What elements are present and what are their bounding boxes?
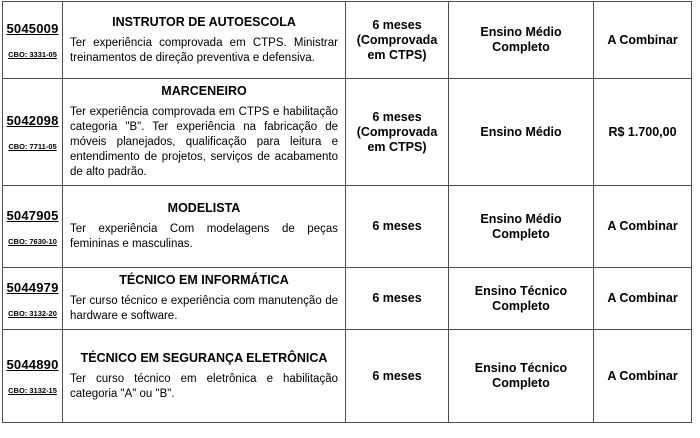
experience-cell: 6 meses (Comprovada em CTPS) <box>346 79 449 186</box>
job-code: 5044890 <box>6 357 59 372</box>
job-code: 5047905 <box>6 207 59 223</box>
salary-cell: A Combinar <box>594 268 692 330</box>
job-title: MARCENEIRO <box>161 84 247 98</box>
salary-cell: R$ 1.700,00 <box>594 79 692 186</box>
job-cbo: CBO: 3132-20 <box>8 308 57 318</box>
job-listings-table <box>2 1 692 423</box>
job-description-cell <box>63 186 346 268</box>
job-code: 5044979 <box>6 279 59 295</box>
job-code: 5045009 <box>6 21 59 36</box>
education-cell: Ensino Médio Completo <box>449 186 594 268</box>
salary-cell: A Combinar <box>594 2 692 79</box>
job-code-cell <box>3 186 63 268</box>
education-cell: Ensino Técnico Completo <box>449 268 594 330</box>
job-description: Ter curso técnico em eletrônica e habilitação categoria "A" ou "B". <box>70 372 338 400</box>
experience-cell: 6 meses <box>346 330 449 423</box>
job-description: Ter curso técnico e experiência com manutenção de hardware e software. <box>70 295 338 322</box>
job-description: Ter experiência comprovada em CTPS e habilitação categoria "B". Ter experiência na fabricação de móveis planejados, qualificação para leitura e entendimento de projetos, serviços de acabamento de alto padrão. <box>70 106 338 178</box>
table-row <box>3 330 692 423</box>
experience-cell: 6 meses <box>346 186 449 268</box>
education-cell: Ensino Médio <box>449 79 594 186</box>
table-row <box>3 79 692 186</box>
job-description-cell <box>63 330 346 423</box>
job-cbo: CBO: 7711-05 <box>8 142 57 151</box>
education-cell: Ensino Médio Completo <box>449 2 594 79</box>
job-cbo: CBO: 3132-15 <box>8 386 57 395</box>
job-description-cell <box>63 79 346 186</box>
job-code: 5042098 <box>6 113 59 128</box>
experience-cell: 6 meses <box>346 268 449 330</box>
table-row <box>3 186 692 268</box>
job-description: Ter experiência Com modelagens de peças femininas e masculinas. <box>70 223 338 250</box>
job-title: TÉCNICO EM SEGURANÇA ELETRÔNICA <box>80 350 328 365</box>
job-cbo: CBO: 7630-10 <box>8 236 57 246</box>
job-code-cell <box>3 268 63 330</box>
job-cbo: CBO: 3331-05 <box>8 50 57 59</box>
job-title: TÉCNICO EM INFORMÁTICA <box>119 273 289 287</box>
salary-cell: A Combinar <box>594 186 692 268</box>
salary-cell: A Combinar <box>594 330 692 423</box>
experience-cell: 6 meses (Comprovada em CTPS) <box>346 2 449 79</box>
table-row <box>3 268 692 330</box>
job-title: INSTRUTOR DE AUTOESCOLA <box>112 14 296 29</box>
table-row <box>3 2 692 79</box>
job-title: MODELISTA <box>167 201 241 215</box>
job-description-cell <box>63 268 346 330</box>
job-code-cell <box>3 330 63 423</box>
job-code-cell <box>3 79 63 186</box>
education-cell: Ensino Técnico Completo <box>449 330 594 423</box>
job-code-cell <box>3 2 63 79</box>
job-description-cell <box>63 2 346 79</box>
job-description: Ter experiência comprovada em CTPS. Ministrar treinamentos de direção preventiva e defensiva. <box>70 36 338 64</box>
